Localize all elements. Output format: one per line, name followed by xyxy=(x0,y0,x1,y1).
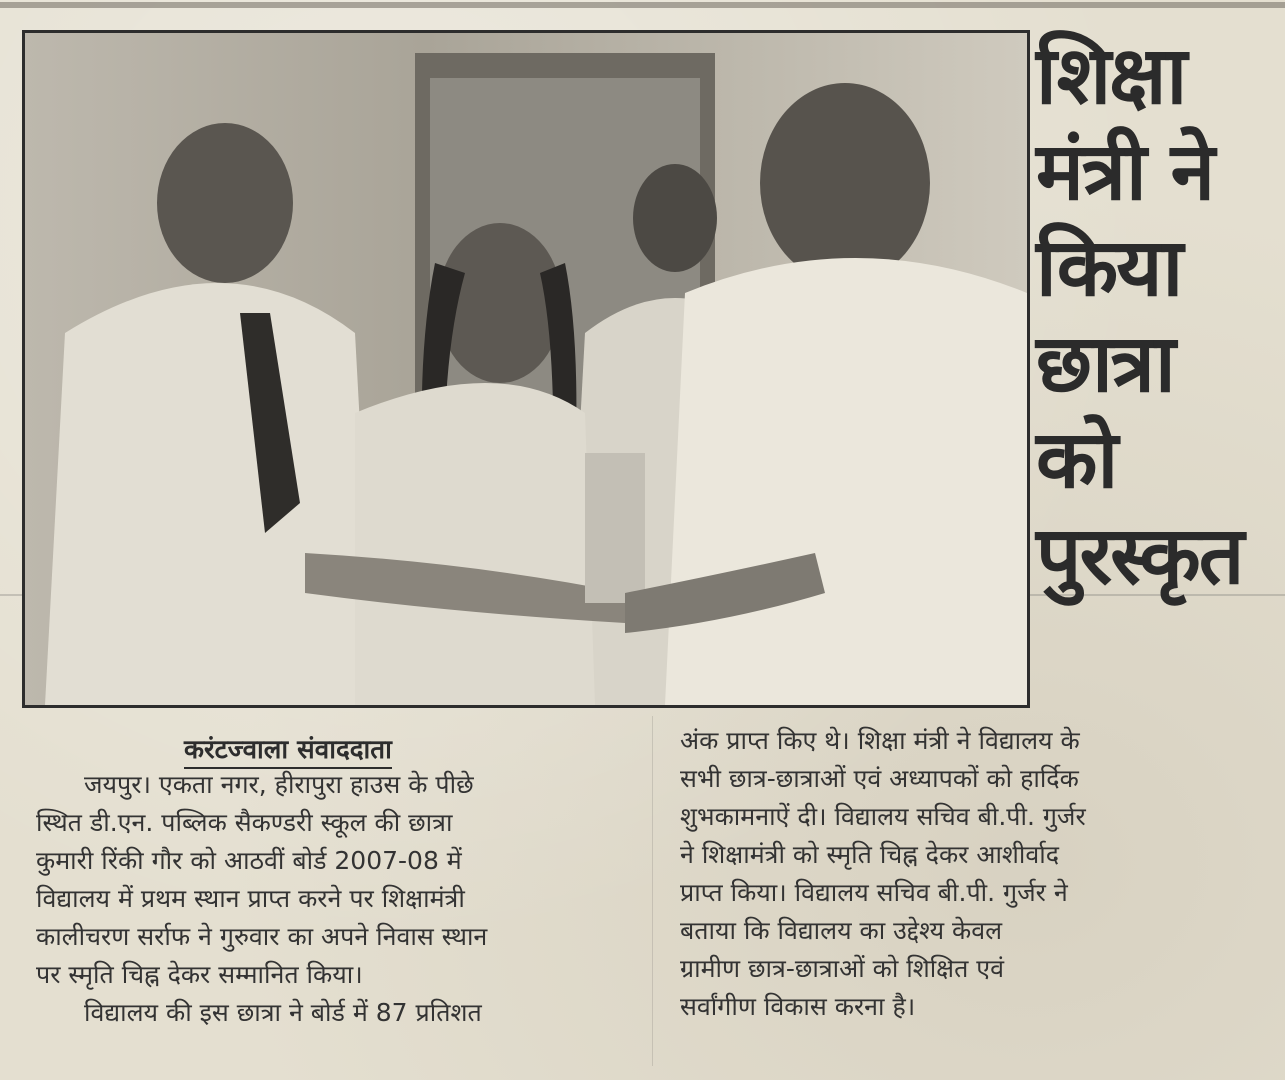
headline-line: को xyxy=(1036,413,1117,506)
headline xyxy=(1036,28,1276,604)
person-left xyxy=(157,123,293,283)
article-column-right xyxy=(680,722,1270,1026)
text-line: बताया कि विद्यालय का उद्देश्य केवल xyxy=(680,916,1003,945)
top-rule xyxy=(0,2,1285,8)
text-line: प्राप्त किया। विद्यालय सचिव बी.पी. गुर्जर ने xyxy=(680,878,1068,907)
text-line: पर स्मृति चिह्न देकर सम्मानित किया। xyxy=(36,960,363,989)
headline-line: शिक्षा xyxy=(1036,29,1186,122)
byline: करंटज्वाला संवाददाता xyxy=(184,730,392,769)
headline-line: छात्रा xyxy=(1036,317,1174,410)
text-line: ग्रामीण छात्र-छात्राओं को शिक्षित एवं xyxy=(680,954,1005,983)
text-line: अंक प्राप्त किए थे। शिक्षा मंत्री ने विद्यालय के xyxy=(680,726,1080,755)
headline-line: किया xyxy=(1036,221,1182,314)
text-line: कुमारी रिंकी गौर को आठवीं बोर्ड 2007-08 में xyxy=(36,846,462,875)
article-column-left xyxy=(36,766,626,1032)
headline-line: मंत्री ने xyxy=(1036,125,1213,218)
text-line: कालीचरण सर्राफ ने गुरुवार का अपने निवास स्थान xyxy=(36,922,488,951)
text-line: ने शिक्षामंत्री को स्मृति चिह्न देकर आशीर्वाद xyxy=(680,840,1060,869)
text-line: विद्यालय में प्रथम स्थान प्राप्त करने पर शिक्षामंत्री xyxy=(36,884,465,913)
text-line: सर्वांगीण विकास करना है। xyxy=(680,992,916,1021)
text-line: स्थित डी.एन. पब्लिक सैकण्डरी स्कूल की छात्रा xyxy=(36,808,453,837)
text-line: विद्यालय की इस छात्रा ने बोर्ड में 87 प्रतिशत xyxy=(84,998,482,1027)
photo-illustration xyxy=(25,33,1027,705)
text-line: शुभकामनाऐं दी। विद्यालय सचिव बी.पी. गुर्जर xyxy=(680,802,1086,831)
column-divider xyxy=(652,716,653,1066)
person-back xyxy=(633,164,717,272)
news-photo xyxy=(22,30,1030,708)
text-line: सभी छात्र-छात्राओं एवं अध्यापकों को हार्दिक xyxy=(680,764,1079,793)
text-line: जयपुर। एकता नगर, हीरापुरा हाउस के पीछे xyxy=(84,770,474,799)
trophy xyxy=(585,453,645,603)
headline-line: पुरस्कृत xyxy=(1036,509,1243,602)
person-minister xyxy=(760,83,930,283)
